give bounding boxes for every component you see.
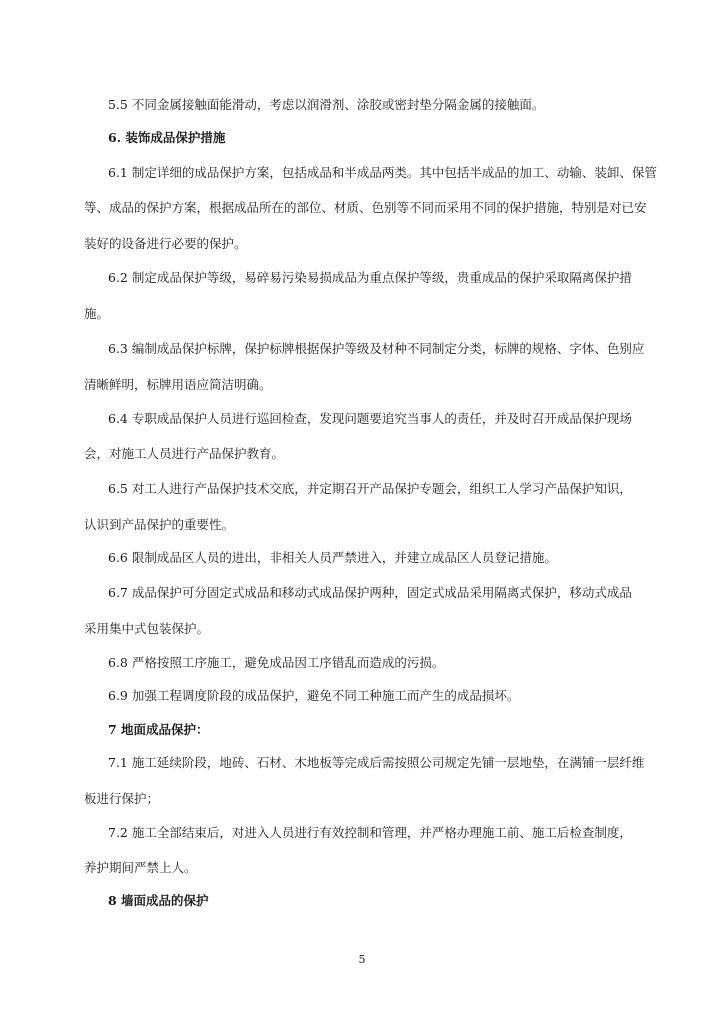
section-heading-8: 8 墙面成品的保护 [108,893,209,908]
paragraph-7-2-line-2: 养护期间严禁上人。 [84,860,197,875]
paragraph-6-2-line-1: 6.2 制定成品保护等级，易碎易污染易损成品为重点保护等级，贵重成品的保护采取隔离保护措 [108,270,632,285]
paragraph-6-3-line-2: 清晰鲜明，标牌用语应简洁明确。 [84,377,272,392]
paragraph-7-1-line-2: 板进行保护； [84,791,160,806]
page-number: 5 [358,953,366,966]
paragraph-6-4-line-1: 6.4 专职成品保护人员进行巡回检查，发现问题要追究当事人的责任，并及时召开成品保护现场 [108,411,632,426]
paragraph-6-9: 6.9 加强工程调度阶段的成品保护，避免不同工种施工而产生的成品损坏。 [108,688,520,703]
paragraph-6-1-line-2: 等、成品的保护方案，根据成品所在的部位、材质、色别等不同而采用不同的保护措施，特别是对已安 [84,200,647,215]
paragraph-6-4-line-2: 会，对施工人员进行产品保护教育。 [84,446,285,461]
paragraph-6-1-line-3: 装好的设备进行必要的保护。 [84,236,247,251]
paragraph-5-5: 5.5 不同金属接触面能滑动，考虑以润滑剂、涂胶或密封垫分隔金属的接触面。 [108,97,545,112]
paragraph-7-2-line-1: 7.2 施工全部结束后，对进入人员进行有效控制和管理，并严格办理施工前、施工后检查制度， [108,825,632,840]
paragraph-6-2-line-2: 施。 [84,306,110,321]
paragraph-6-5-line-2: 认识到产品保护的重要性。 [84,517,235,532]
paragraph-6-7-line-2: 采用集中式包装保护。 [84,621,210,636]
paragraph-6-8: 6.8 严格按照工序施工，避免成品因工序错乱而造成的污损。 [108,655,445,670]
paragraph-6-1-line-1: 6.1 制定详细的成品保护方案，包括成品和半成品两类。其中包括半成品的加工、动输、装卸、保管 [108,165,657,180]
section-heading-6: 6. 装饰成品保护措施 [108,130,226,145]
paragraph-6-5-line-1: 6.5 对工人进行产品保护技术交底，并定期召开产品保护专题会，组织工人学习产品保护知识， [108,481,632,496]
paragraph-6-7-line-1: 6.7 成品保护可分固定式成品和移动式成品保护两种，固定式成品采用隔离式保护，移动式成品 [108,585,632,600]
paragraph-6-3-line-1: 6.3 编制成品保护标牌，保护标牌根据保护等级及材种不同制定分类，标牌的规格、字体、色别应 [108,341,645,356]
paragraph-6-6: 6.6 限制成品区人员的进出，非相关人员严禁进入，并建立成品区人员登记措施。 [108,550,557,565]
paragraph-7-1-line-1: 7.1 施工延续阶段，地砖、石材、木地板等完成后需按照公司规定先铺一层地垫，在满铺一层纤维 [108,755,645,770]
section-heading-7: 7 地面成品保护： [108,722,209,737]
